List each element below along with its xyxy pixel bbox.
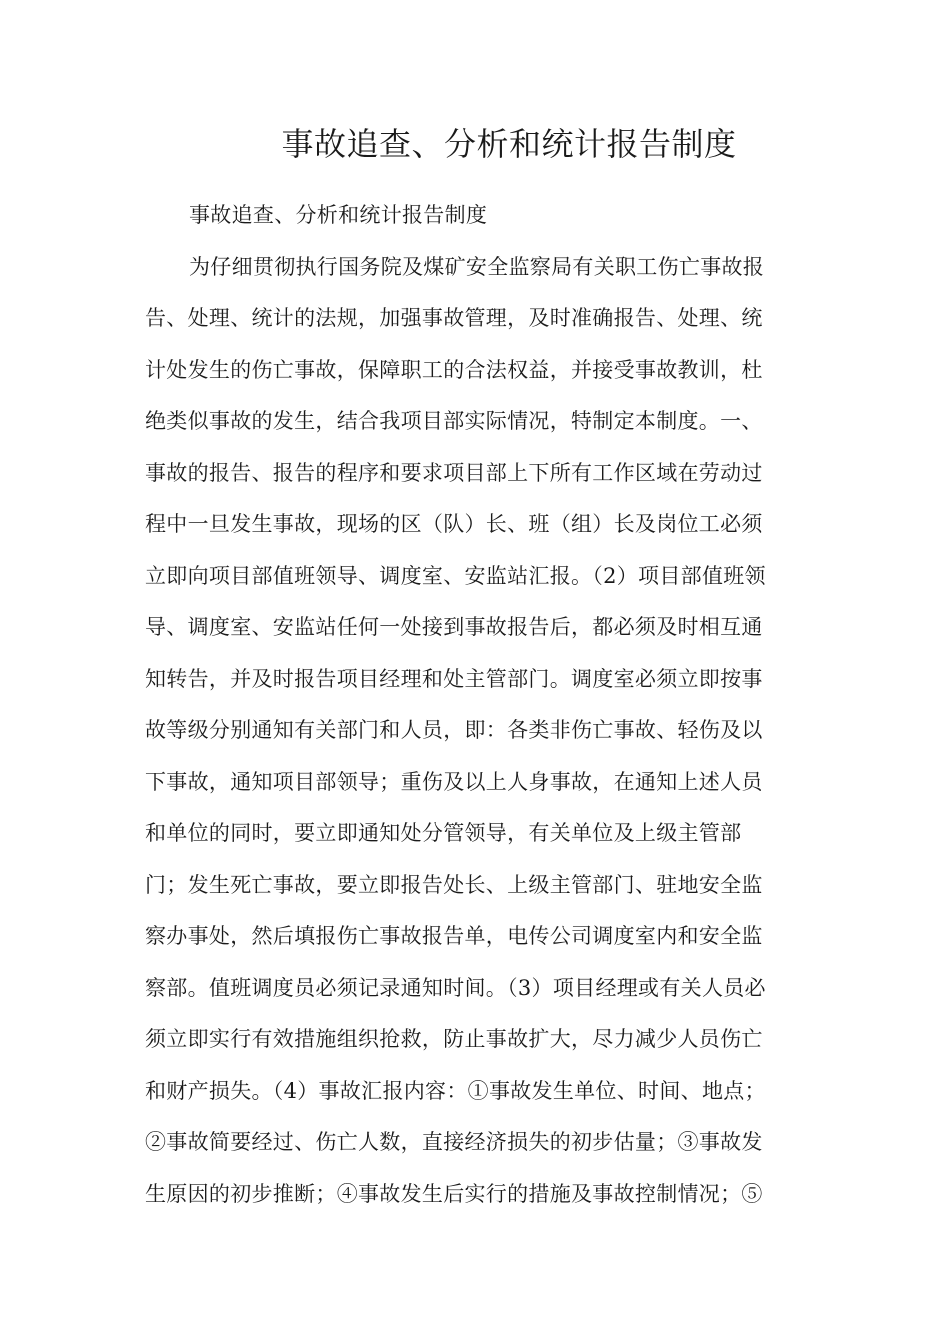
body-line: 导、调度室、安监站任何一处接到事故报告后，都必须及时相互通 xyxy=(145,615,763,639)
document-title: 事故追查、分析和统计报告制度 xyxy=(281,125,737,163)
body-line: 察办事处，然后填报伤亡事故报告单，电传公司调度室内和安全监 xyxy=(145,924,763,948)
body-line: 程中一旦发生事故，现场的区（队）长、班（组）长及岗位工必须 xyxy=(145,512,763,536)
body-line: ②事故简要经过、伤亡人数，直接经济损失的初步估量；③事故发 xyxy=(145,1130,763,1154)
body-line: 生原因的初步推断；④事故发生后实行的措施及事故控制情况；⑤ xyxy=(145,1181,763,1206)
body-line: 绝类似事故的发生，结合我项目部实际情况，特制定本制度。一、 xyxy=(145,409,763,433)
body-line: 和财产损失。（4）事故汇报内容：①事故发生单位、时间、地点； xyxy=(145,1078,766,1103)
body-line: 立即向项目部值班领导、调度室、安监站汇报。（2）项目部值班领 xyxy=(145,563,766,588)
document-body xyxy=(145,190,825,1220)
body-line: 故等级分别通知有关部门和人员，即：各类非伤亡事故、轻伤及以 xyxy=(145,718,763,742)
body-line: 知转告，并及时报告项目经理和处主管部门。调度室必须立即按事 xyxy=(145,666,763,691)
body-line: 和单位的同时，要立即通知处分管领导，有关单位及上级主管部 xyxy=(145,821,742,845)
body-line: 告、处理、统计的法规，加强事故管理，及时准确报告、处理、统 xyxy=(145,306,763,330)
body-line: 计处发生的伤亡事故，保障职工的合法权益，并接受事故教训，杜 xyxy=(145,357,763,382)
body-line: 事故的报告、报告的程序和要求项目部上下所有工作区域在劳动过 xyxy=(145,460,763,485)
body-line: 为仔细贯彻执行国务院及煤矿安全监察局有关职工伤亡事故报 xyxy=(189,254,765,279)
body-line: 须立即实行有效措施组织抢救，防止事故扩大，尽力减少人员伤亡 xyxy=(145,1027,763,1051)
body-line: 事故追查、分析和统计报告制度 xyxy=(189,203,488,227)
body-line: 下事故，通知项目部领导；重伤及以上人身事故，在通知上述人员 xyxy=(145,769,763,794)
body-line: 门；发生死亡事故，要立即报告处长、上级主管部门、驻地安全监 xyxy=(145,872,763,897)
body-line: 察部。值班调度员必须记录通知时间。（3）项目经理或有关人员必 xyxy=(145,975,766,1000)
